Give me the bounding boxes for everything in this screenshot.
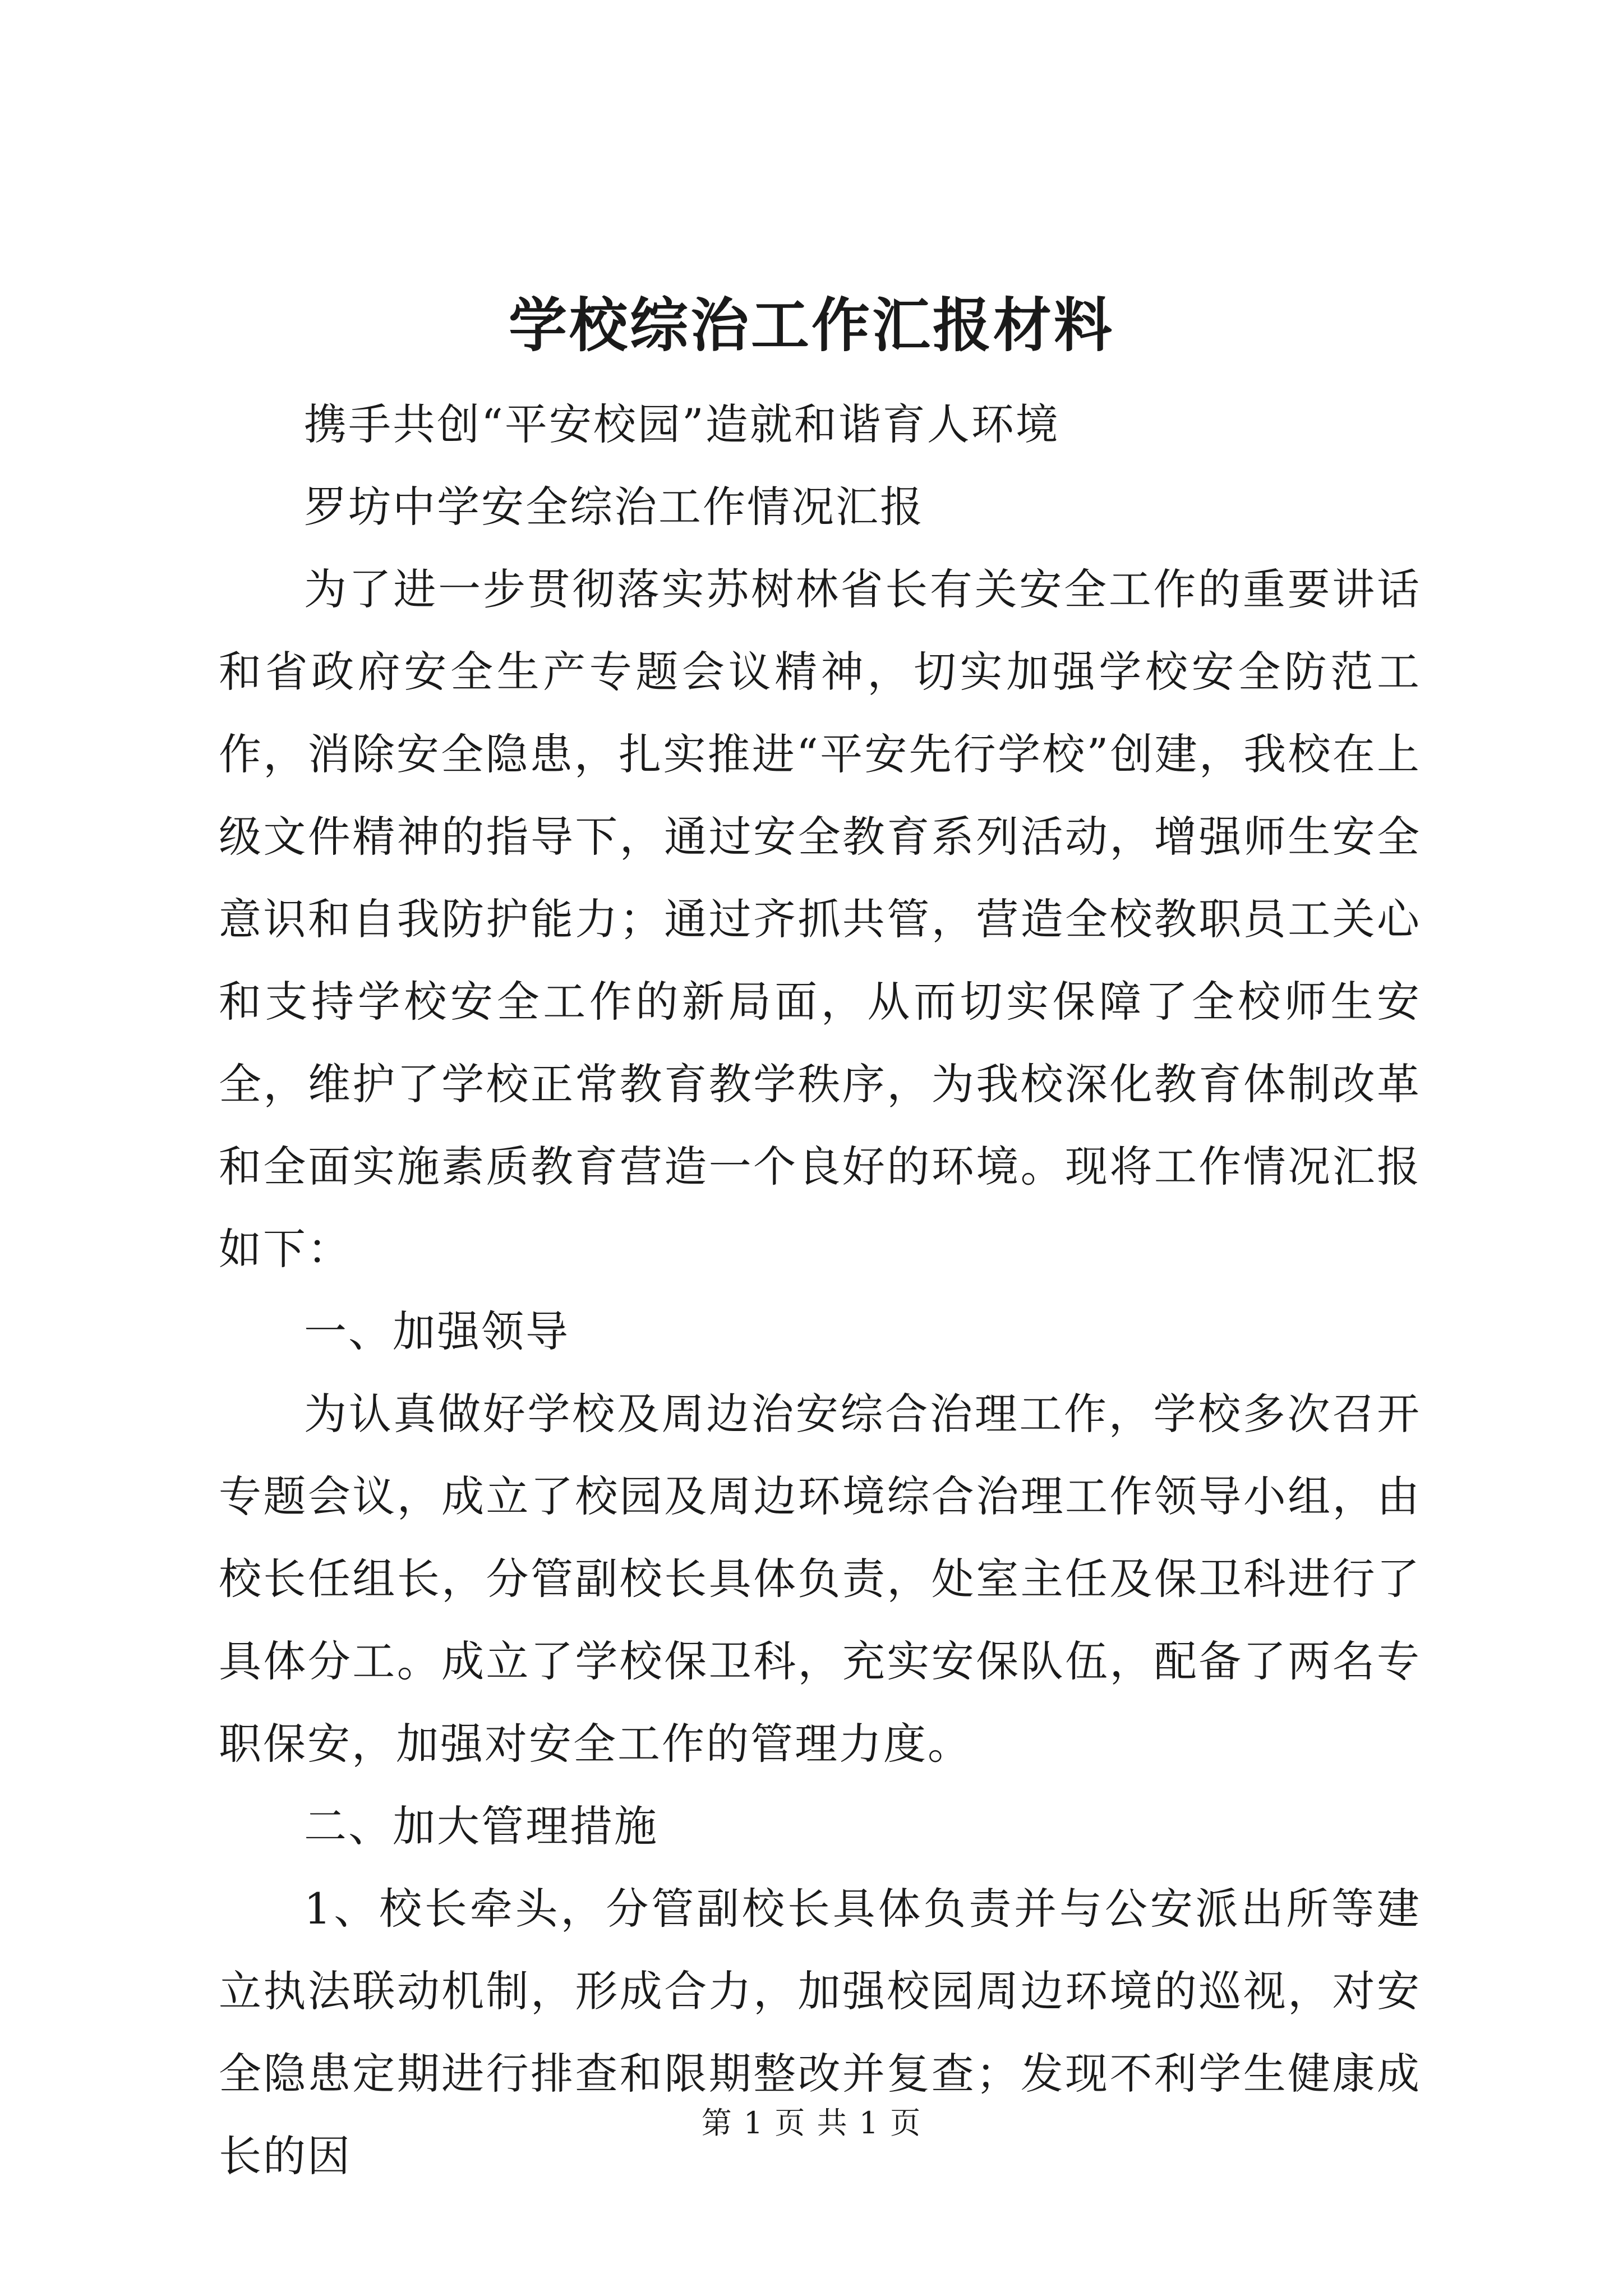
document-title: 学校综治工作汇报材料 [508, 291, 1114, 360]
intro-paragraph: 为了进一步贯彻落实苏树林省长有关安全工作的重要讲话和省政府安全生产专题会议精神，切实加强学校安全防范工作，消除安全隐患，扎实推进“平安先行学校”创建，我校在上级文件精神的指导下，通过安全教育系列活动，增强师生安全意识和自我防护能力；通过齐抓共管，营造全校教职员工关心和支持学校安全工作的新局面，从而切实保障了全校师生安全，维护了学校正常教育教学秩序，为我校深化教育体制改革和全面实施素质教育营造一个良好的环境。现将工作情况汇报如下： [219, 564, 1421, 1274]
leadership-paragraph: 为认真做好学校及周边治安综合治理工作，学校多次召开专题会议，成立了校园及周边环境综合治理工作领导小组，由校长任组长，分管副校长具体负责，处室主任及保卫科进行了具体分工。成立了学校保卫科，充实安保队伍，配备了两名专职保安，加强对安全工作的管理力度。 [219, 1389, 1421, 1769]
document-body [219, 383, 1421, 2197]
section-heading-management: 二、加大管理措施 [304, 1801, 658, 1851]
section-heading-leadership: 一、加强领导 [304, 1306, 570, 1356]
subtitle-paragraph: 携手共创“平安校园”造就和谐育人环境 [304, 399, 1060, 449]
page-number-footer: 第 1 页 共 1 页 [701, 2105, 922, 2141]
report-heading-paragraph: 罗坊中学安全综治工作情况汇报 [304, 482, 924, 532]
management-item-1-paragraph: 1、校长牵头，分管副校长具体负责并与公安派出所等建立执法联动机制，形成合力，加强校园周边环境的巡视，对安全隐患定期进行排查和限期整改并复查；发现不利学生健康成长的因 [219, 1884, 1421, 2181]
